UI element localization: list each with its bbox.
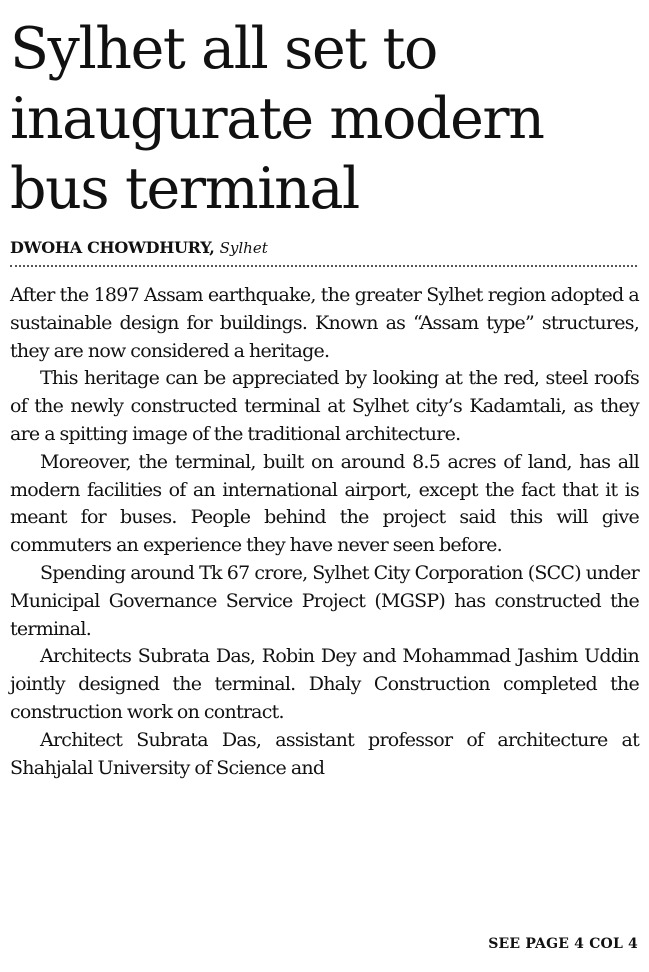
headline-line-2: inaugurate modern [10,86,544,152]
article-body [10,282,639,782]
headline-line-3: bus terminal [10,156,359,222]
dotted-divider [10,265,637,267]
headline-line-1: Sylhet all set to [10,16,437,82]
article [10,14,639,782]
paragraph: Architects Subrata Das, Robin Dey and Mohammad Jashim Uddin jointly designed the terminal. Dhaly Construction completed the construction work on contract. [10,645,639,723]
paragraph: Spending around Tk 67 crore, Sylhet City Corporation (SCC) under Municipal Governance Service Project (MGSP) has constructed the terminal. [10,561,639,640]
headline [10,14,639,224]
paragraph: This heritage can be appreciated by looking at the red, steel roofs of the newly constructed terminal at Sylhet city’s Kadamtali, as they are a spitting image of the traditional architecture. [10,367,639,445]
paragraph: Moreover, the terminal, built on around 8.5 acres of land, has all modern facilities of an international airport, except the fact that it is meant for buses. People behind the project said this will give commuters an experience they have never seen before. [10,450,639,557]
paragraph: After the 1897 Assam earthquake, the greater Sylhet region adopted a sustainable design for buildings. Known as “Assam type” structures, they are now considered a heritage. [10,284,639,362]
byline-author: DWOHA CHOWDHURY, [10,238,215,257]
paragraph: Architect Subrata Das, assistant professor of architecture at Shahjalal University of Science and [10,728,639,779]
byline-location: Sylhet [219,239,268,257]
byline [10,238,639,258]
continued-on-page-link[interactable]: SEE PAGE 4 COL 4 [488,936,638,952]
